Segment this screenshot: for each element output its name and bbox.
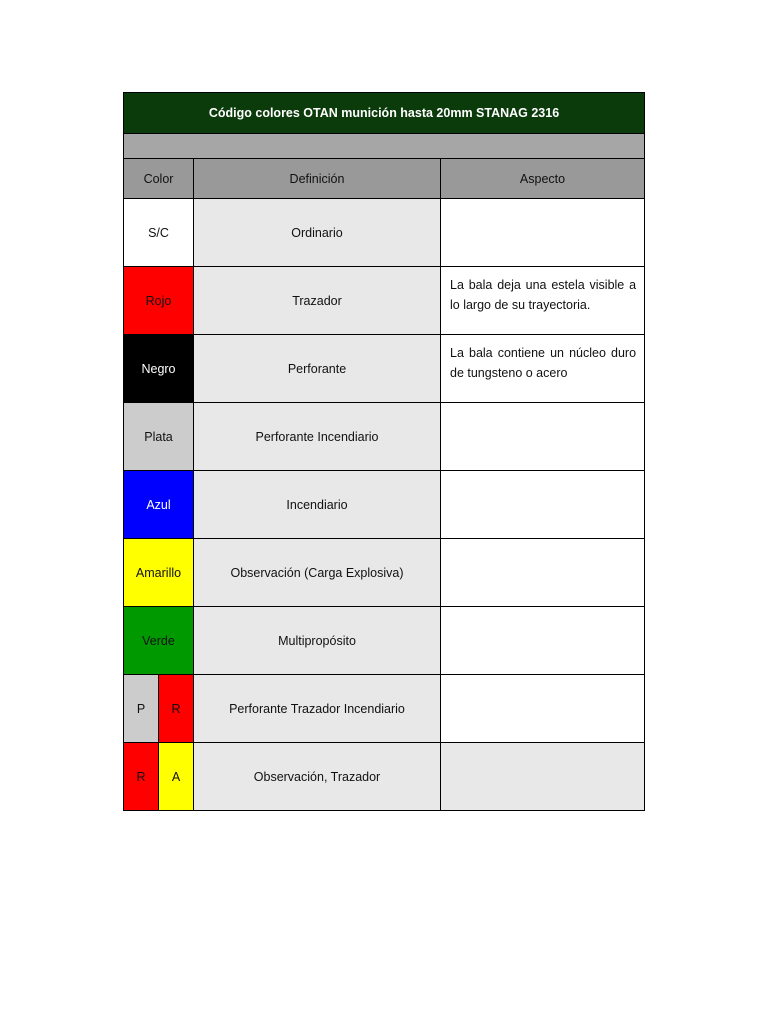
header-aspect: Aspecto (441, 159, 645, 199)
table-row (124, 403, 645, 471)
aspect-text (441, 607, 644, 615)
definition-cell: Perforante (194, 335, 441, 403)
table-row (124, 607, 645, 675)
split-swatch (124, 675, 193, 742)
table-row (124, 675, 645, 743)
table-row (124, 267, 645, 335)
aspect-cell (441, 335, 645, 403)
aspect-cell (441, 267, 645, 335)
aspect-cell (441, 675, 645, 743)
table-row (124, 539, 645, 607)
table-body (124, 93, 645, 811)
aspect-cell (441, 539, 645, 607)
aspect-cell (441, 403, 645, 471)
aspect-cell (441, 607, 645, 675)
table-title: Código colores OTAN munición hasta 20mm STANAG 2316 (124, 93, 645, 134)
aspect-text: La bala deja una estela visible a lo largo de su trayectoria. (450, 278, 637, 312)
color-swatch-part: R (124, 743, 158, 810)
color-swatch: Azul (124, 471, 194, 539)
aspect-text (441, 199, 644, 207)
aspect-cell (441, 743, 645, 811)
header-color: Color (124, 159, 194, 199)
aspect-text (441, 539, 644, 547)
split-swatch (124, 743, 193, 810)
spacer-cell (124, 134, 645, 159)
ammo-color-table (123, 92, 645, 811)
title-row (124, 93, 645, 134)
aspect-cell (441, 199, 645, 267)
definition-cell: Observación, Trazador (194, 743, 441, 811)
color-swatch: Amarillo (124, 539, 194, 607)
table-row (124, 471, 645, 539)
definition-cell: Ordinario (194, 199, 441, 267)
definition-cell: Observación (Carga Explosiva) (194, 539, 441, 607)
definition-cell: Trazador (194, 267, 441, 335)
aspect-text (441, 471, 644, 479)
table-row (124, 199, 645, 267)
table-row (124, 335, 645, 403)
color-swatch-part: P (124, 675, 158, 742)
aspect-text (441, 743, 644, 751)
definition-cell: Incendiario (194, 471, 441, 539)
color-swatch-part: R (158, 675, 193, 742)
color-swatch: Rojo (124, 267, 194, 335)
aspect-text (441, 403, 644, 411)
color-swatch-part: A (158, 743, 193, 810)
table-row (124, 743, 645, 811)
color-swatch: Plata (124, 403, 194, 471)
definition-cell: Perforante Incendiario (194, 403, 441, 471)
definition-cell: Multipropósito (194, 607, 441, 675)
definition-cell: Perforante Trazador Incendiario (194, 675, 441, 743)
spacer-row (124, 134, 645, 159)
color-swatch: Verde (124, 607, 194, 675)
header-definition: Definición (194, 159, 441, 199)
aspect-cell (441, 471, 645, 539)
header-row (124, 159, 645, 199)
color-swatch-split (124, 675, 194, 743)
color-swatch: S/C (124, 199, 194, 267)
color-swatch-split (124, 743, 194, 811)
color-swatch: Negro (124, 335, 194, 403)
aspect-text (441, 675, 644, 683)
aspect-text: La bala contiene un núcleo duro de tungsteno o acero (450, 346, 637, 380)
